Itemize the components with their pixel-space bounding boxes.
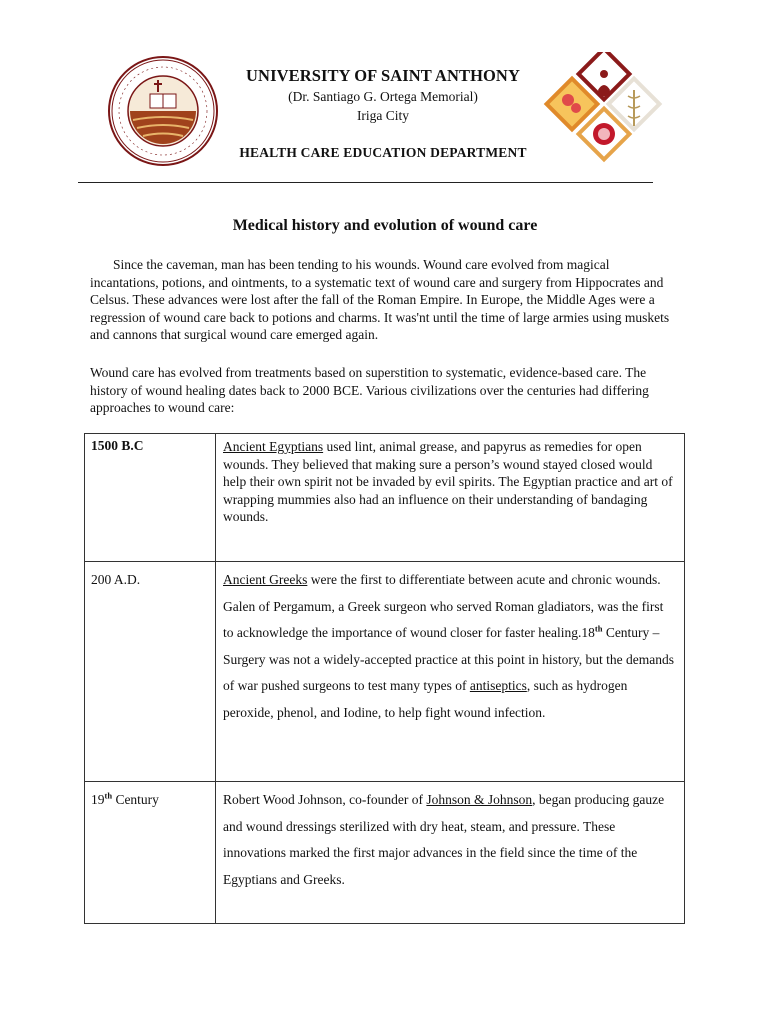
- memorial-name: (Dr. Santiago G. Ortega Memorial): [288, 89, 478, 104]
- table-row: [85, 562, 685, 782]
- description-text: Robert Wood Johnson, co-founder of: [223, 792, 427, 807]
- superscript: th: [594, 623, 603, 634]
- description-text: Century – Surgery was not a widely-accepted practice at this point in history, but the demands of war pushed surgeons to test many types of: [223, 625, 675, 693]
- city-name: Iriga City: [356, 108, 410, 123]
- header-divider: [78, 182, 653, 183]
- greeks-link[interactable]: Ancient Greeks: [223, 572, 308, 587]
- antiseptics-link[interactable]: antiseptics: [469, 678, 527, 693]
- era-label: Century: [112, 792, 159, 807]
- university-seal-icon: [108, 56, 218, 166]
- description-text: , began producing gauze and wound dressings sterilized with dry heat, steam, and pressure. These innovations marked the first major advances in the field since the time of the Egyptians and Greeks.: [223, 792, 665, 887]
- description-cell: [216, 782, 685, 924]
- description-text: used lint, animal grease, and papyrus as remedies for open wounds. They believed that making sure a person’s wound stayed closed would help their own spirit not be invaded by evil spirits. The Egyptian practice and art of wrapping mummies also had an influence on their understanding of bandaging wounds.: [223, 439, 673, 524]
- description-cell: [216, 562, 685, 782]
- superscript: th: [104, 790, 113, 801]
- era-number: 19: [91, 792, 105, 807]
- history-table: [84, 433, 685, 924]
- letterhead: [218, 66, 548, 124]
- document-title: Medical history and evolution of wound care: [232, 217, 538, 234]
- table-row: [85, 434, 685, 562]
- era-cell: 1500 B.C: [85, 434, 216, 562]
- description-cell: [216, 434, 685, 562]
- table-row: [85, 782, 685, 924]
- era-cell: [85, 782, 216, 924]
- egyptians-link[interactable]: Ancient Egyptians: [223, 439, 324, 454]
- history-paragraph: Wound care has evolved from treatments based on superstition to systematic, evidence-based care. The history of wound healing dates back to 2000 BCE. Various civilizations over the centuries had differing approaches to wound care:: [90, 365, 649, 415]
- university-name: UNIVERSITY OF SAINT ANTHONY: [246, 66, 520, 85]
- intro-paragraph: Since the caveman, man has been tending to his wounds. Wound care evolved from magical incantations, potions, and ointments, to a systematic text of wound care and surgery from Hippocrates and Celsus. These advances were lost after the fall of the Roman Empire. In Europe, the Middle Ages were a regression of wound care back to potions and charms. It was'nt until the time of large armies using muskets and cannons that surgical wound care emerged again.: [90, 257, 670, 342]
- era-cell: 200 A.D.: [85, 562, 216, 782]
- johnson-link[interactable]: Johnson & Johnson: [426, 792, 533, 807]
- health-care-emblem-icon: [538, 52, 666, 164]
- description-text: were the first to differentiate between acute and chronic wounds. Galen of Pergamum, a Greek surgeon who served Roman gladiators, was the first to acknowledge the importance of wound closer for faster healing.18: [223, 572, 664, 640]
- department-name: HEALTH CARE EDUCATION DEPARTMENT: [239, 145, 527, 160]
- description-text: , such as hydrogen peroxide, phenol, and Iodine, to help fight wound infection.: [223, 678, 628, 720]
